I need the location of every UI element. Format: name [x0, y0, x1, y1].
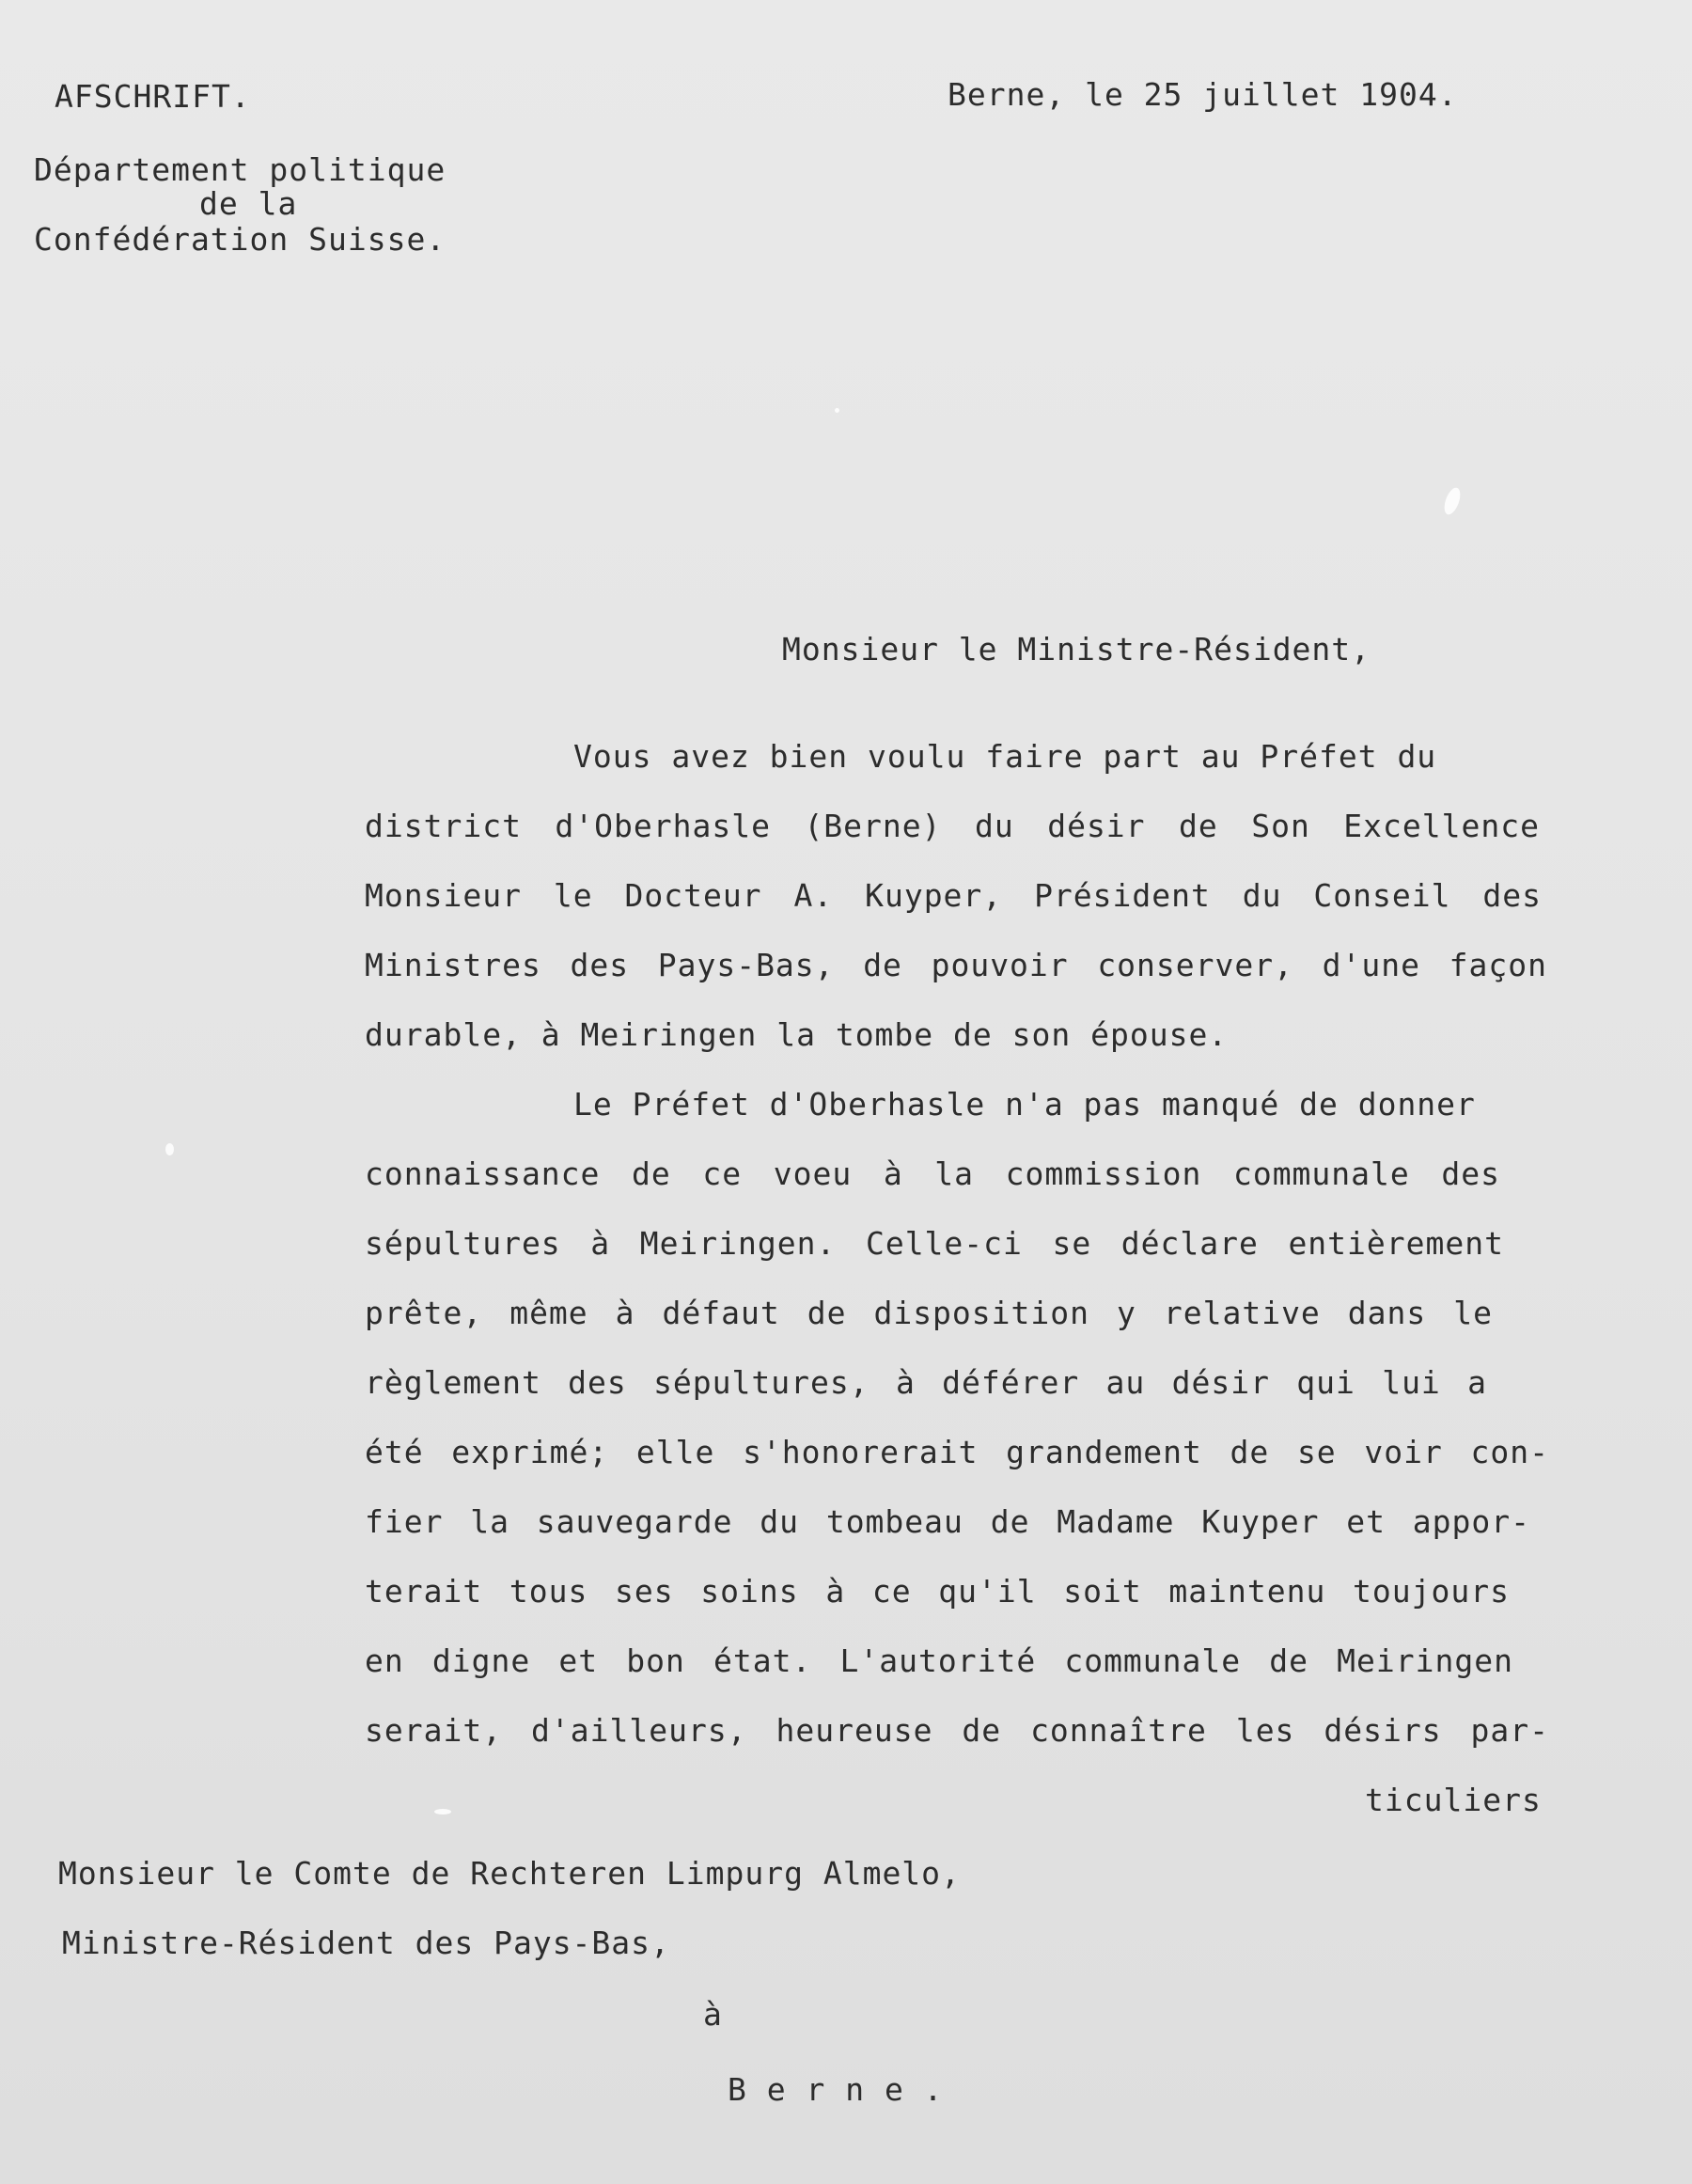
film-speck — [165, 1143, 174, 1155]
body-line: Vous avez bien voulu faire part au Préfet du — [573, 738, 1437, 775]
copy-mark: AFSCHRIFT. — [55, 78, 251, 115]
addressee-line-1: Monsieur le Comte de Rechteren Limpurg Almelo, — [58, 1855, 961, 1892]
film-speck — [1441, 486, 1463, 517]
body-line: prête, même à défaut de disposition y relative dans le — [365, 1295, 1493, 1331]
film-speck — [835, 408, 839, 413]
sender-line-3: Confédération Suisse. — [34, 221, 446, 258]
addressee-line-3: à — [703, 1996, 723, 2033]
addressee-city: B e r n e . — [728, 2071, 944, 2108]
body-line: règlement des sépultures, à déférer au désir qui lui a — [365, 1364, 1487, 1401]
sender-line-2: de la — [199, 185, 298, 222]
body-line: sépultures à Meiringen. Celle-ci se déclare entièrement — [365, 1225, 1504, 1262]
body-line: connaissance de ce voeu à la commission communale des — [365, 1155, 1500, 1192]
film-speck — [434, 1809, 451, 1815]
body-line: Ministres des Pays-Bas, de pouvoir conserver, d'une façon — [365, 947, 1547, 983]
catchword: ticuliers — [1365, 1782, 1542, 1818]
body-line: fier la sauvegarde du tombeau de Madame Kuyper et appor- — [365, 1503, 1530, 1540]
body-line: en digne et bon état. L'autorité communale de Meiringen — [365, 1642, 1513, 1679]
body-line: Monsieur le Docteur A. Kuyper, Président du Conseil des — [365, 877, 1542, 914]
place-date: Berne, le 25 juillet 1904. — [948, 76, 1458, 113]
body-line: été exprimé; elle s'honorerait grandement de se voir con- — [365, 1434, 1549, 1470]
body-line: terait tous ses soins à ce qu'il soit maintenu toujours — [365, 1573, 1510, 1610]
body-line: durable, à Meiringen la tombe de son épouse. — [365, 1016, 1229, 1053]
body-line: Le Préfet d'Oberhasle n'a pas manqué de donner — [573, 1086, 1476, 1123]
body-line: district d'Oberhasle (Berne) du désir de Son Excellence — [365, 808, 1540, 844]
sender-line-1: Département politique — [34, 151, 446, 188]
salutation: Monsieur le Ministre-Résident, — [782, 631, 1371, 668]
addressee-line-2: Ministre-Résident des Pays-Bas, — [62, 1925, 670, 1961]
body-line: serait, d'ailleurs, heureuse de connaître les désirs par- — [365, 1712, 1549, 1749]
